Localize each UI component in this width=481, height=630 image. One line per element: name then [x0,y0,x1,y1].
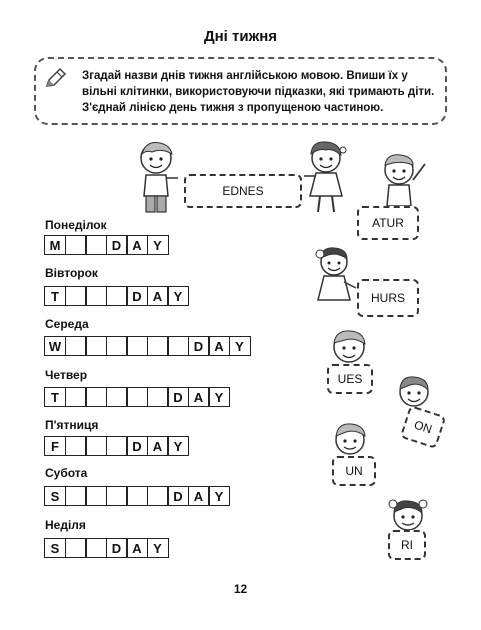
child-illustration [326,420,376,460]
letter-cell: S [44,486,66,506]
instruction-text: Згадай назви днів тижня англійською мовою. Впиши їх у вільні клітинки, використовуючи підказки, які тримають діти. З'єднай лінією день тижня з пропущеною частиною. [82,70,435,114]
page-number: 12 [233,582,248,596]
letter-cell: A [208,336,230,356]
letter-cell-blank[interactable] [106,286,128,306]
letter-cell-blank[interactable] [65,387,87,407]
letter-cell-blank[interactable] [106,436,128,456]
letter-cell-blank[interactable] [65,235,87,255]
letter-cell-blank[interactable] [106,336,128,356]
child-illustration [300,138,352,216]
letter-cell-blank[interactable] [85,436,107,456]
letter-cell-blank[interactable] [126,387,148,407]
day-label: П'ятниця [45,418,99,432]
letter-cell-blank[interactable] [85,387,107,407]
day-label: Середа [45,317,89,331]
hint-sign: HURS [357,279,419,317]
letter-cell-blank[interactable] [85,235,107,255]
day-label: Вівторок [45,266,98,280]
day-label: Неділя [45,518,86,532]
letter-cell: T [44,387,66,407]
word-row-sunday [44,538,167,558]
letter-cell-blank[interactable] [85,538,107,558]
hint-sign: ATUR [357,206,419,240]
letter-cell: Y [147,538,169,558]
word-row-monday [44,235,167,255]
letter-cell: S [44,538,66,558]
child-illustration [375,150,429,208]
letter-cell-blank[interactable] [65,486,87,506]
letter-cell: Y [167,436,189,456]
instruction-box [34,57,447,125]
word-row-friday [44,436,188,456]
hint-sign: UES [327,364,373,394]
letter-cell-blank[interactable] [65,436,87,456]
letter-cell: T [44,286,66,306]
word-row-tuesday [44,286,188,306]
hint-banner: EDNES [184,174,302,208]
day-label: Четвер [45,368,88,382]
day-label: Понеділок [45,218,107,232]
letter-cell: A [188,387,210,407]
letter-cell: D [167,387,189,407]
word-row-saturday [44,486,229,506]
pencil-icon [44,67,68,91]
letter-cell: M [44,235,66,255]
letter-cell-blank[interactable] [126,486,148,506]
letter-cell: A [126,538,148,558]
letter-cell-blank[interactable] [106,486,128,506]
letter-cell: Y [167,286,189,306]
letter-cell: A [188,486,210,506]
letter-cell: D [106,538,128,558]
letter-cell-blank[interactable] [85,336,107,356]
letter-cell-blank[interactable] [65,538,87,558]
letter-cell: Y [208,387,230,407]
hint-sign: ON [400,405,447,449]
letter-cell: A [147,286,169,306]
letter-cell-blank[interactable] [65,336,87,356]
letter-cell: Y [147,235,169,255]
letter-cell-blank[interactable] [65,286,87,306]
letter-cell: D [126,286,148,306]
page-title: Дні тижня [203,28,278,45]
hint-sign: RI [388,530,426,560]
letter-cell-blank[interactable] [85,286,107,306]
letter-cell-blank[interactable] [106,387,128,407]
letter-cell: D [126,436,148,456]
letter-cell: Y [208,486,230,506]
day-label: Субота [45,466,88,480]
letter-cell-blank[interactable] [147,486,169,506]
letter-cell: F [44,436,66,456]
word-row-wednesday [44,336,249,356]
letter-cell: D [188,336,210,356]
letter-cell-blank[interactable] [126,336,148,356]
letter-cell: W [44,336,66,356]
child-illustration [132,138,184,218]
letter-cell-blank[interactable] [85,486,107,506]
letter-cell-blank[interactable] [167,336,189,356]
letter-cell: D [106,235,128,255]
word-row-thursday [44,387,229,407]
letter-cell-blank[interactable] [147,336,169,356]
child-illustration [312,244,358,308]
letter-cell: A [147,436,169,456]
letter-cell: Y [229,336,251,356]
letter-cell: D [167,486,189,506]
hint-sign: UN [332,456,376,486]
letter-cell: A [126,235,148,255]
letter-cell-blank[interactable] [147,387,169,407]
